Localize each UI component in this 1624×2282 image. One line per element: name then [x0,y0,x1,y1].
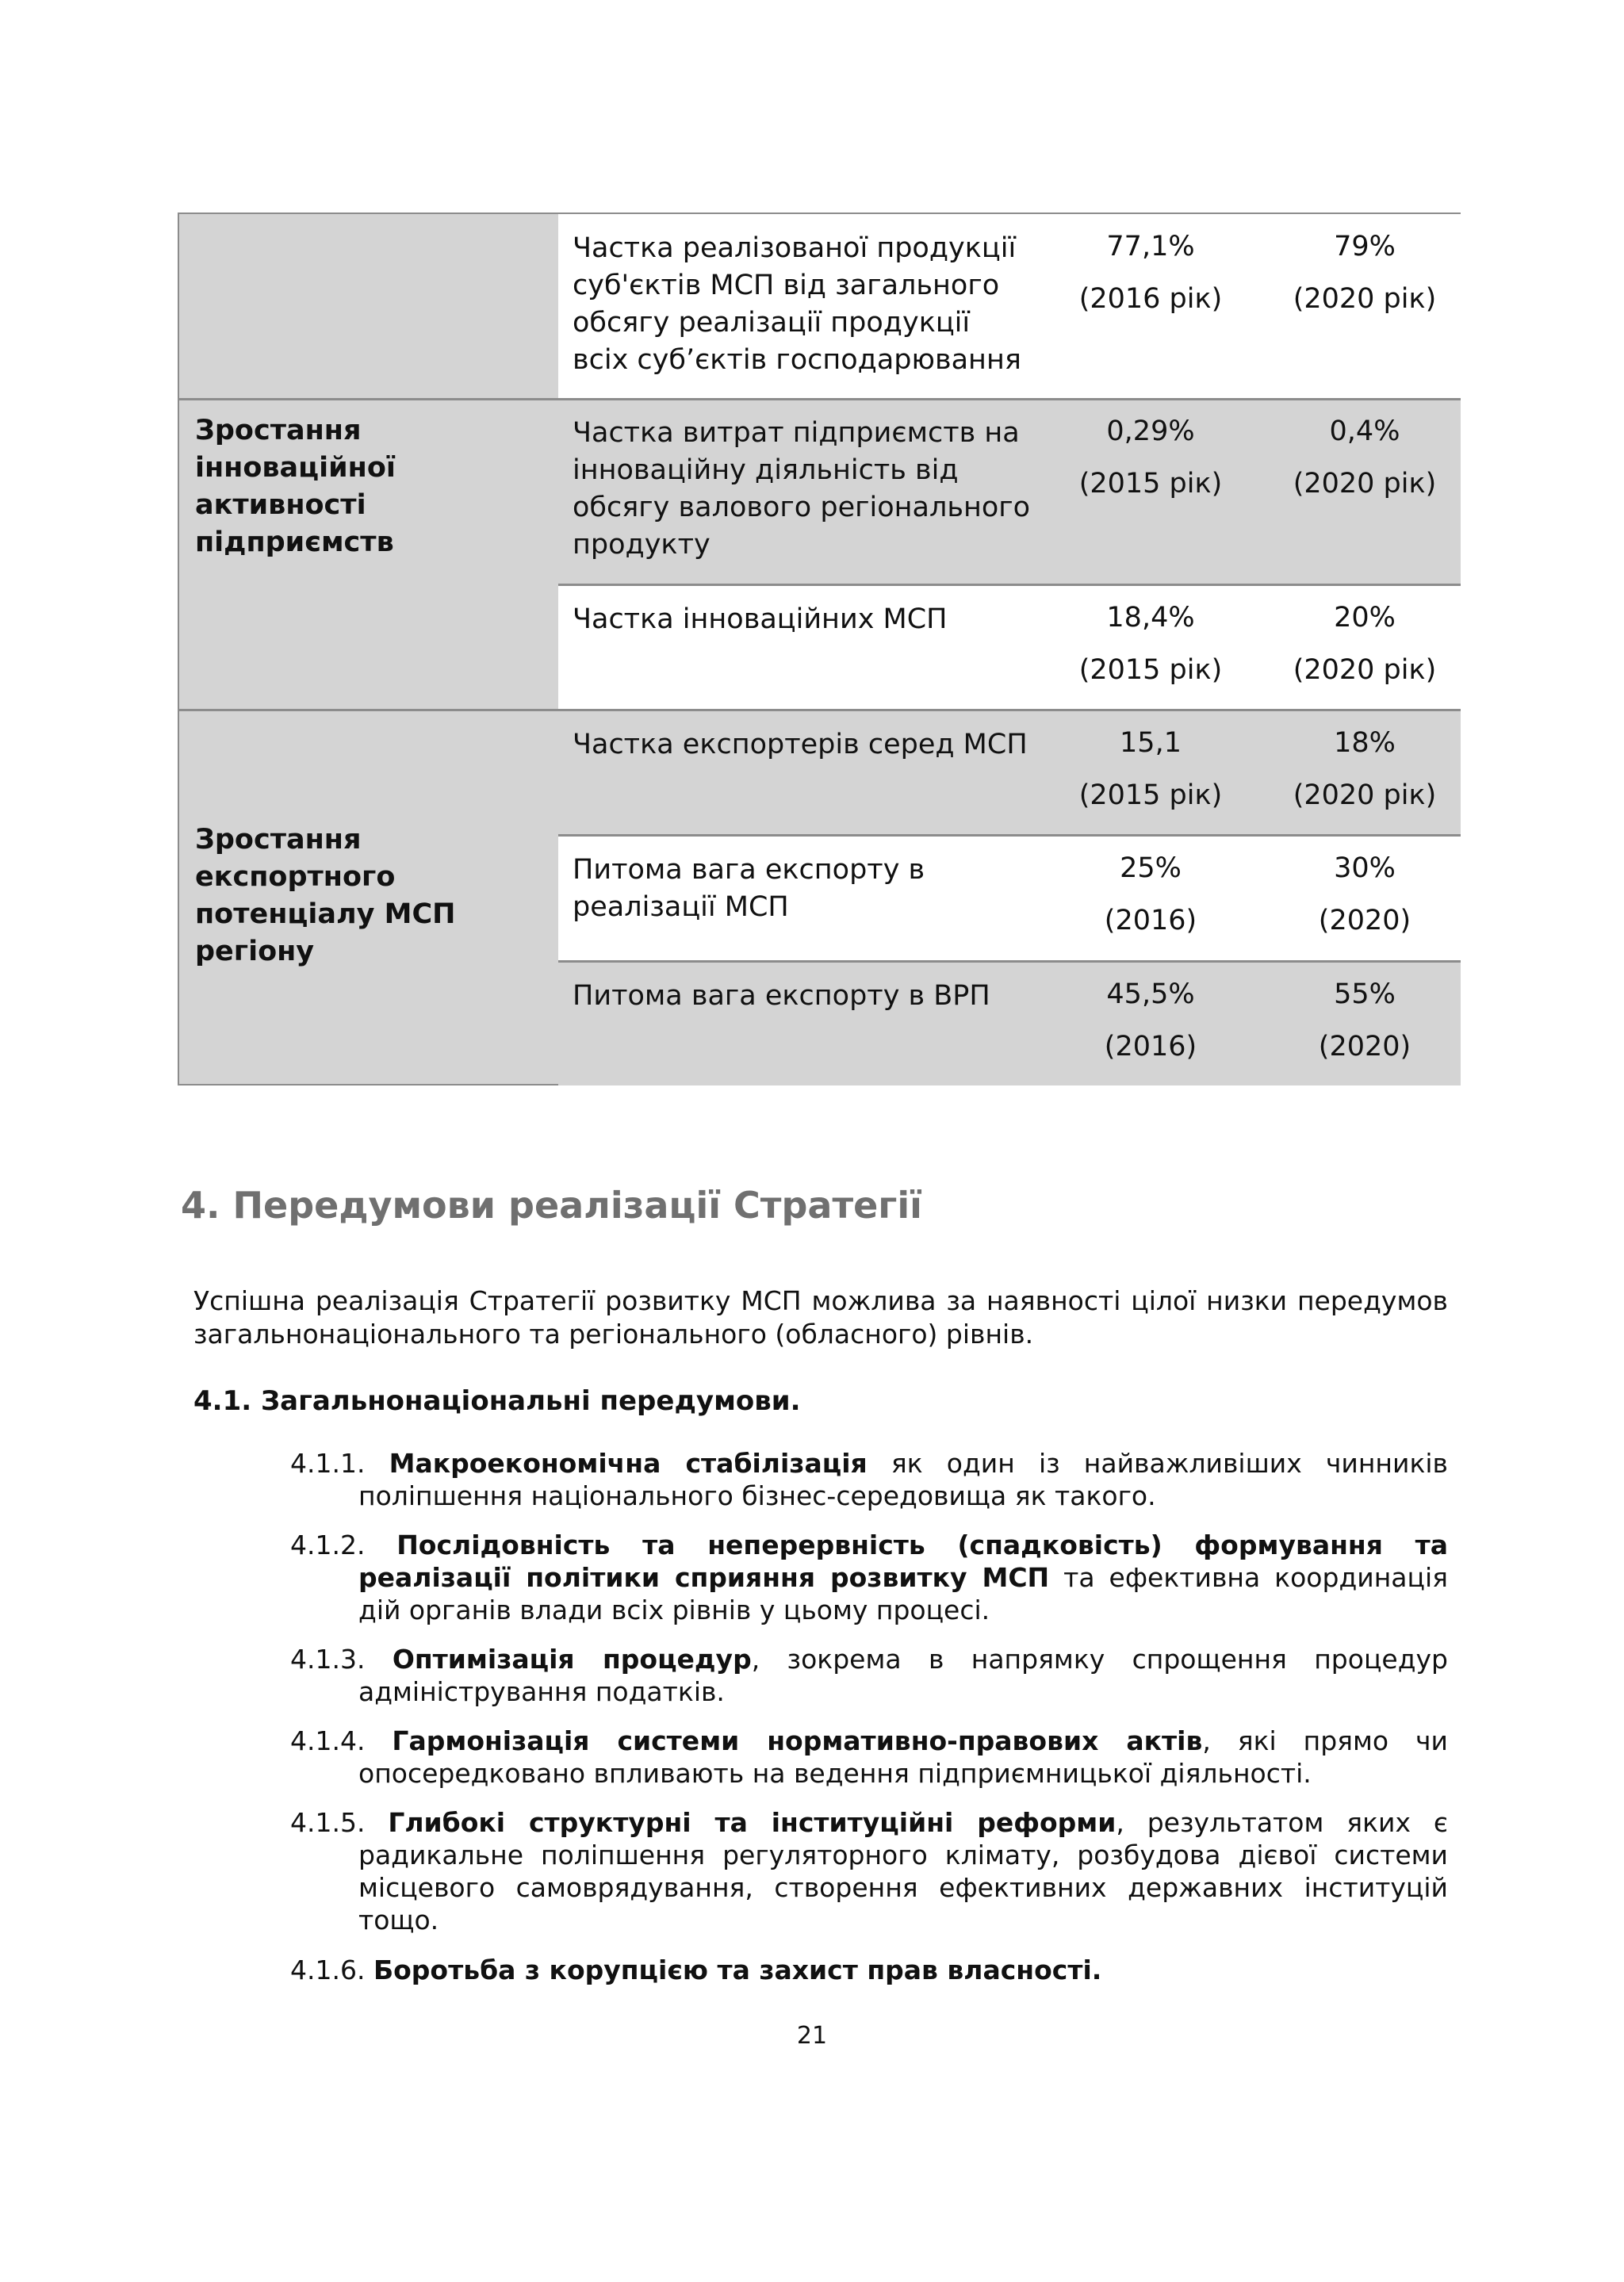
base-year: (2015 рік) [1078,779,1223,811]
list-item [290,1643,1448,1708]
item-text: , результатом яких є радикальне поліпшення регуляторного клімату, розбудова дієвої системи місцевого самоврядування, створення ефективних державних інституцій тощо. [358,1807,1448,1935]
item-number: 4.1.3. [290,1644,366,1675]
indicator-cell: Частка експортерів серед МСП [573,729,1028,760]
base-year: (2016) [1104,1031,1197,1063]
target-year: (2020 рік) [1293,654,1437,686]
item-bold-text: Гармонізація системи нормативно-правових актів [392,1725,1203,1756]
target-value-cell [1266,592,1464,696]
row-divider [558,960,1461,963]
base-value: 45,5% [1106,978,1195,1010]
item-text: , які прямо чи опосередковано впливають на ведення підприємницької діяльності. [358,1725,1448,1789]
group-label-export: Зростання експортного потенціалу МСП регіону [195,824,456,967]
indicators-table [178,213,1461,1085]
target-year: (2020 рік) [1293,468,1437,500]
item-bold-text: Боротьба з корупцією та захист прав власності. [373,1955,1102,1985]
item-bold-text: Глибокі структурні та інституційні реформи [388,1807,1116,1838]
page-number: 21 [796,2022,828,2050]
base-year: (2016 рік) [1078,283,1223,315]
intro-paragraph: Успішна реалізація Стратегії розвитку МСП можлива за наявності цілої низки передумов загальнонаціонального та регіонального (обласного) рівнів. [193,1285,1448,1350]
item-number: 4.1.4. [290,1725,366,1756]
list-item [290,1954,1448,1986]
indicator-cell: Частка витрат підприємств на інноваційну діяльність від обсягу валового регіонального продукту [573,417,1031,561]
item-text: як один із найважливіших чинників поліпшення національного бізнес-середовища як такого. [358,1448,1449,1511]
target-value-cell [1266,717,1464,821]
target-year: (2020) [1318,1031,1411,1063]
base-value-cell [1051,592,1250,696]
row-divider [558,584,1461,586]
indicator-cell: Питома вага експорту в реалізації МСП [573,854,925,923]
item-bold-text: Оптимізація процедур [392,1644,752,1675]
base-value-cell [1051,405,1250,510]
base-value-cell [1051,220,1250,325]
target-value: 18% [1334,727,1396,759]
list-item [290,1806,1448,1936]
base-value: 18,4% [1106,602,1195,634]
target-year: (2020 рік) [1293,283,1437,315]
target-value-cell [1266,968,1464,1073]
base-year: (2015 рік) [1078,468,1223,500]
base-year: (2016) [1104,905,1197,936]
base-year: (2015 рік) [1078,654,1223,686]
item-text: та ефективна координація дій органів влади всіх рівнів у цьому процесі. [358,1562,1448,1625]
base-value: 15,1 [1120,727,1182,759]
item-bold-text: Макроекономічна стабілізація [389,1448,868,1479]
target-value: 20% [1334,602,1396,634]
subsection-heading: 4.1. Загальнонаціональні передумови. [193,1385,801,1417]
row-divider [179,398,1461,400]
target-year: (2020 рік) [1293,779,1437,811]
target-value-cell [1266,220,1464,325]
item-number: 4.1.1. [290,1448,366,1479]
target-value: 0,4% [1329,415,1400,447]
indicator-cell: Частка реалізованої продукції суб'єктів МСП від загального обсягу реалізації продукції всіх суб’єктів господарювання [573,232,1021,376]
item-text: , зокрема в напрямку спрощення процедур адміністрування податків. [358,1644,1449,1707]
list-item [290,1447,1448,1512]
item-bold-text: Послідовність та неперервність (спадковість) формування та реалізації політики сприяння розвитку МСП [358,1530,1448,1593]
row-divider [179,709,1461,711]
item-number: 4.1.5. [290,1807,366,1838]
list-item [290,1529,1448,1626]
list-item [290,1725,1448,1790]
base-value: 77,1% [1106,231,1195,262]
base-value-cell [1051,968,1250,1073]
item-number: 4.1.6. [290,1955,366,1985]
target-value: 79% [1334,231,1396,262]
target-value: 55% [1334,978,1396,1010]
target-value-cell [1266,842,1464,947]
base-value: 25% [1120,852,1182,884]
base-value-cell [1051,842,1250,947]
target-value-cell [1266,405,1464,510]
indicator-cell: Частка інноваційних МСП [573,603,948,635]
base-value-cell [1051,717,1250,821]
target-year: (2020) [1318,905,1411,936]
item-number: 4.1.2. [290,1530,366,1560]
base-value: 0,29% [1106,415,1195,447]
group-label-innovation: Зростання інноваційної активності підприємств [195,415,396,558]
section-heading: 4. Передумови реалізації Стратегії [181,1184,922,1227]
target-value: 30% [1334,852,1396,884]
indicator-cell: Питома вага експорту в ВРП [573,980,990,1012]
row-divider [558,834,1461,837]
